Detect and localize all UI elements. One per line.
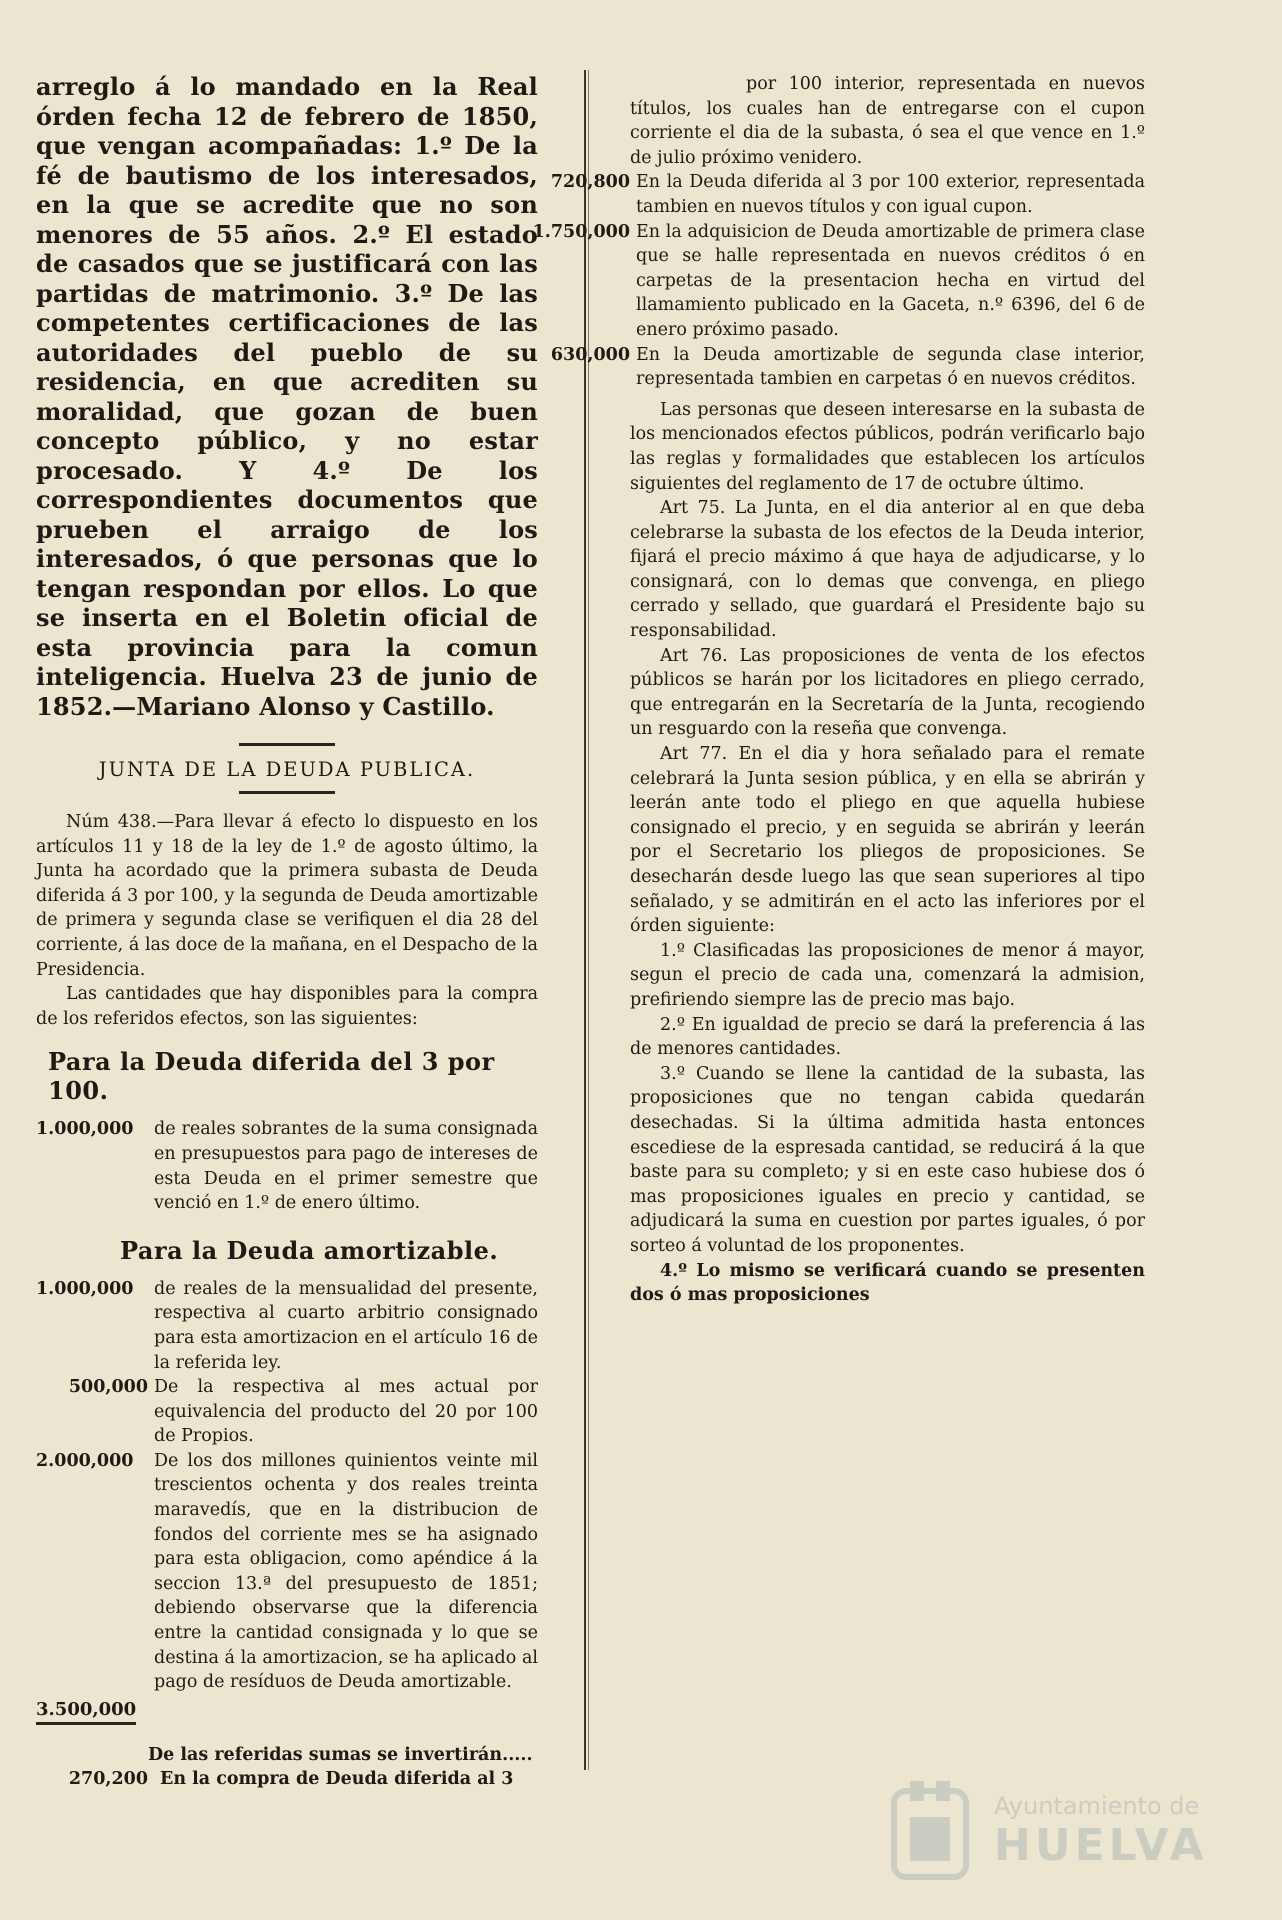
heading-deuda-amortizable: Para la Deuda amortizable. xyxy=(120,1235,499,1265)
total-row xyxy=(36,1699,538,1725)
amount-description: En la Deuda amortizable de segunda clase interior, representada tambien en carpetas ó en nuevos créditos. xyxy=(636,344,1145,390)
watermark-logo xyxy=(880,1766,1240,1896)
amount-value: 720,800 xyxy=(550,172,630,193)
rule-4: 4.º Lo mismo se verificará cuando se presenten dos ó mas proposiciones xyxy=(630,1260,1145,1306)
amount-description: De los dos millones quinientos veinte mil trescientos ochenta y dos reales treinta maravedís, que en la distribucion de fondos del corriente mes se ha asignado para esta obligacion, como apéndice á la seccion 13.ª del presupuesto de 1851; debiendo observarse que la diferencia entre la cantidad consignada y lo que se destina á la amortizacion, se ha aplicado al pago de resíduos de Deuda amortizable. xyxy=(154,1450,538,1693)
amount-description: de reales de la mensualidad del presente, respectiva al cuarto arbitrio consignado para esta amortizacion en el artículo 16 de la referida ley. xyxy=(154,1278,538,1373)
amount-value: 270,200 xyxy=(68,1769,148,1790)
city-shield-icon xyxy=(880,1771,980,1891)
amount-description: En la compra de Deuda diferida al 3 xyxy=(160,1769,514,1790)
watermark-text xyxy=(994,1792,1208,1871)
right-column xyxy=(532,72,1145,1308)
intro-paragraph: arreglo á lo mandado en la Real órden fecha 12 de febrero de 1850, que vengan acompañadas: 1.º De la fé de bautismo de los interesados, en la que se acredite que no son menores de 55 años. 2.º El estado de casados que se justificará con las partidas de matrimonio. 3.º De las competentes certificaciones de las autoridades del pueblo de su residencia, en que acrediten su moralidad, que gozan de buen concepto público, y no estar procesado. Y 4.º De los correspondientes documentos que prueben el arraigo de los interesados, ó que personas que lo tengan respondan por ellos. Lo que se inserta en el Boletin oficial de esta provincia para la comun inteligencia. Huelva 23 de junio de 1852.—Mariano Alonso y Castillo. xyxy=(36,72,538,721)
notice-paragraph: Núm 438.—Para llevar á efecto lo dispuesto en los artículos 11 y 18 de la ley de 1.º de agosto último, la Junta ha acordado que la primera subasta de Deuda diferida á 3 por 100, y la segunda de Deuda amortizable de primera y segunda clase se verifiquen el dia 28 del corriente, á las doce de la mañana, en el Despacho de la Presidencia. xyxy=(36,812,538,980)
amount-description: De la respectiva al mes actual por equivalencia del producto del 20 por 100 de Propios. xyxy=(154,1377,538,1447)
rule-3: 3.º Cuando se llene la cantidad de la subasta, las proposiciones que no tengan cabida quedarán desechadas. Si la última admitida hasta entonces escediese de la espresada cantidad, se reducirá á la que baste para su completo; y si en este caso hubiese dos ó mas proposiciones iguales en precio y cantidad, se adjudicará la suma en cuestion por partes iguales, ó por sorteo á voluntad de los proponentes. xyxy=(630,1063,1145,1256)
amounts-intro: Las cantidades que hay disponibles para la compra de los referidos efectos, son las siguientes: xyxy=(36,984,538,1029)
amount-description: En la adquisicion de Deuda amortizable de primera clase que se halle representada en nuevos créditos ó en carpetas de la presentacion hecha en virtud del llamamiento publicado en la Gaceta, n.º 6396, del 6 de enero próximo pasado. xyxy=(636,221,1145,340)
amount-value: 1.000,000 xyxy=(36,1278,134,1299)
amount-row xyxy=(36,1277,538,1375)
amount-row xyxy=(532,220,1145,343)
watermark-line1: Ayuntamiento de xyxy=(994,1791,1200,1820)
rule-2: 2.º En igualdad de precio se dará la preferencia á las de menores cantidades. xyxy=(630,1014,1145,1060)
amount-value: 1.000,000 xyxy=(36,1119,134,1140)
watermark-line2: HUELVA xyxy=(994,1819,1208,1871)
section-title: JUNTA DE LA DEUDA PUBLICA. xyxy=(98,758,476,781)
heading-deuda-diferida: Para la Deuda diferida del 3 por 100. xyxy=(48,1047,495,1106)
amount-value: 630,000 xyxy=(550,344,630,365)
amount-row xyxy=(36,1375,538,1449)
left-column xyxy=(36,72,538,1792)
amount-description: de reales sobrantes de la suma consignada en presupuestos para pago de intereses de esta Deuda en el primer semestre que venció en 1.º de enero último. xyxy=(154,1119,538,1214)
amount-value: 2.000,000 xyxy=(36,1450,134,1471)
continued-paragraph: por 100 interior, representada en nuevos títulos, los cuales han de entregarse con el cupon corriente el dia de la subasta, ó sea el que vence en 1.º de julio próximo venidero. xyxy=(630,74,1145,168)
amount-row xyxy=(36,1117,538,1215)
amount-row xyxy=(550,343,1145,392)
amount-row xyxy=(36,1449,538,1695)
amount-description: En la Deuda diferida al 3 por 100 exterior, representada tambien en nuevos títulos y con igual cupon. xyxy=(636,172,1145,217)
separator-rule xyxy=(239,743,335,746)
article-75: Art 75. La Junta, en el dia anterior al en que deba celebrarse la subasta de los efectos de la Deuda interior, fijará el precio máximo á que haya de adjudicarse, y lo consignará, con lo demas que convenga, en pliego cerrado y sellado, que guardará el Presidente bajo su responsabilidad. xyxy=(630,498,1145,642)
amount-row xyxy=(550,170,1145,219)
invert-line: De las referidas sumas se invertirán..... xyxy=(148,1744,533,1765)
personas-paragraph: Las personas que deseen interesarse en la subasta de los mencionados efectos públicos, podrán verificarlo bajo las reglas y formalidades que establecen los artículos siguientes del reglamento de 17 de octubre último. xyxy=(630,399,1145,494)
rule-1: 1.º Clasificadas las proposiciones de menor á mayor, segun el precio de cada una, comenzará la admision, prefiriendo siempre las de precio mas bajo. xyxy=(630,940,1145,1010)
total-amount: 3.500,000 xyxy=(36,1699,136,1725)
amount-value: 500,000 xyxy=(68,1377,148,1398)
amount-value: 1.750,000 xyxy=(532,221,630,242)
amount-row xyxy=(36,1767,538,1792)
separator-rule xyxy=(239,791,335,794)
article-77: Art 77. En el dia y hora señalado para el remate celebrará la Junta sesion pública, y en ella se abrirán y leerán ante todo el pliego en que aquella hubiese consignado el precio, y en seguida se abrirán y leerán por el Secretario los pliegos de proposiciones. Se desecharán desde luego las que sean superiores al tipo señalado, y se admitirán en el acto las inferiores por el órden siguiente: xyxy=(630,744,1145,937)
article-76: Art 76. Las proposiciones de venta de los efectos públicos se harán por los licitadores en pliego cerrado, que entregarán en la Secretaría de la Junta, recogiendo un resguardo con la reseña que convenga. xyxy=(630,645,1145,740)
